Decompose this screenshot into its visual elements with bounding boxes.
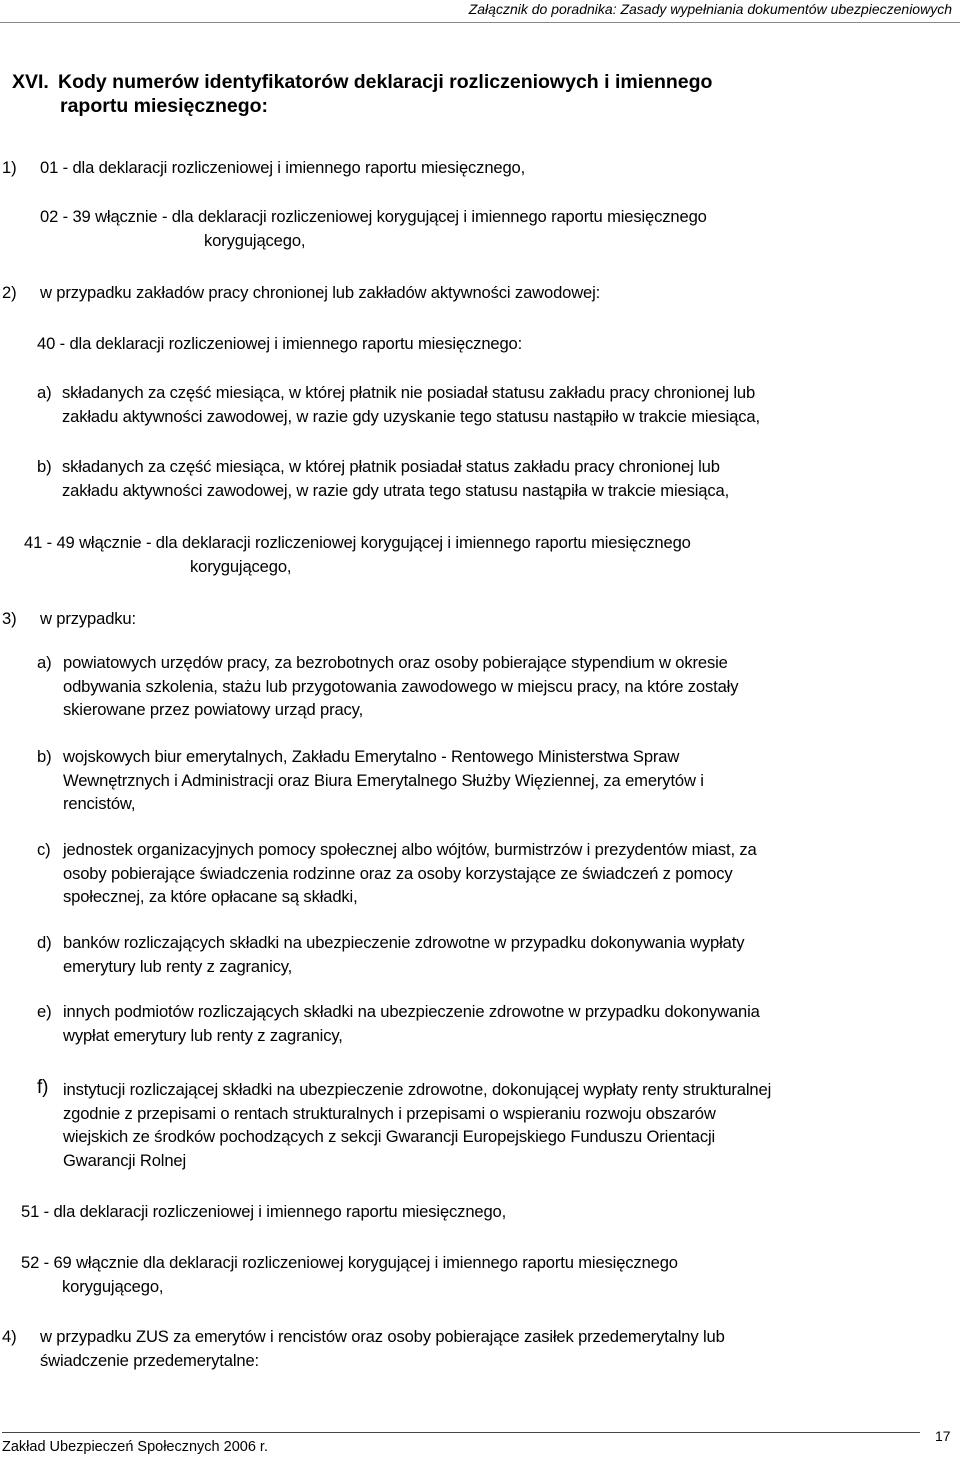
item-3f-marker: f) xyxy=(37,1077,49,1098)
code-40-a-marker: a) xyxy=(37,383,52,402)
code-02-39-line2: korygującego, xyxy=(204,231,306,250)
item-3b xyxy=(63,745,704,816)
code-41-49-line1: 41 - 49 włącznie - dla deklaracji rozliczeniowej korygującej i imiennego raportu miesięcznego xyxy=(24,533,691,552)
footer-text: Zakład Ubezpieczeń Społecznych 2006 r. xyxy=(2,1439,268,1455)
section-number: XVI. xyxy=(12,71,49,93)
item-3a-line1: powiatowych urzędów pracy, za bezrobotnych oraz osoby pobierające stypendium w okresie xyxy=(63,653,728,672)
item-3f xyxy=(63,1078,771,1172)
code-40: 40 - dla deklaracji rozliczeniowej i imiennego raportu miesięcznego: xyxy=(37,334,523,353)
code-02-39-line1: 02 - 39 włącznie - dla deklaracji rozliczeniowej korygującej i imiennego raportu miesięcznego xyxy=(40,207,707,226)
item-3d-line1: banków rozliczających składki na ubezpieczenie zdrowotne w przypadku dokonywania wypłaty xyxy=(63,933,745,952)
item-3f-line3: wiejskich ze środków pochodzących z sekcji Gwarancji Europejskiego Funduszu Orientacji xyxy=(63,1127,716,1146)
item-2-text: w przypadku zakładów pracy chronionej lub zakładów aktywności zawodowej: xyxy=(40,283,601,302)
item-3f-line1: instytucji rozliczającej składki na ubezpieczenie zdrowotne, dokonującej wypłaty renty strukturalnej xyxy=(63,1080,772,1099)
item-3f-line4: Gwarancji Rolnej xyxy=(63,1150,187,1170)
code-40-a xyxy=(62,381,760,428)
item-3b-marker: b) xyxy=(37,747,52,766)
item-3-marker: 3) xyxy=(2,609,17,628)
item-3c-line3: społecznej, za które opłacane są składki, xyxy=(63,887,358,906)
item-3e xyxy=(63,1000,760,1047)
section-title-line1: Kody numerów identyfikatorów deklaracji rozliczeniowych i imiennego xyxy=(58,71,713,93)
item-3a-marker: a) xyxy=(37,653,52,672)
item-3d-line2: emerytury lub renty z zagranicy, xyxy=(63,956,293,976)
item-3a-line2: odbywania szkolenia, stażu lub przygotowania zawodowego w miejscu pracy, na które zostały xyxy=(63,676,739,696)
code-51: 51 - dla deklaracji rozliczeniowej i imiennego raportu miesięcznego, xyxy=(21,1202,507,1221)
item-3c xyxy=(63,838,757,909)
item-1-text: 01 - dla deklaracji rozliczeniowej i imiennego raportu miesięcznego, xyxy=(40,158,526,177)
code-52-69-line1: 52 - 69 włącznie dla deklaracji rozliczeniowej korygującej i imiennego raportu miesięcznego xyxy=(21,1253,678,1272)
item-3-text: w przypadku: xyxy=(40,609,136,628)
item-3b-line2: Wewnętrznych i Administracji oraz Biura Emerytalnego Służby Więziennej, za emerytów i xyxy=(63,770,704,790)
code-40-a-line1: składanych za część miesiąca, w której płatnik nie posiadał statusu zakładu pracy chronionej lub xyxy=(62,383,756,402)
page-header: Załącznik do poradnika: Zasady wypełniania dokumentów ubezpieczeniowych xyxy=(468,1,952,17)
item-3f-line2: zgodnie z przepisami o rentach strukturalnych i przepisami o wspieraniu rozwoju obszarów xyxy=(63,1103,716,1123)
item-1-marker: 1) xyxy=(2,158,17,177)
item-3a-line3: skierowane przez powiatowy urząd pracy, xyxy=(63,700,364,719)
item-3d xyxy=(63,931,744,978)
item-4-line1: w przypadku ZUS za emerytów i rencistów oraz osoby pobierające zasiłek przedemerytalny lub xyxy=(40,1327,725,1346)
header-divider xyxy=(0,22,960,23)
item-3e-line1: innych podmiotów rozliczających składki na ubezpieczenie zdrowotne w przypadku dokonywania xyxy=(63,1002,760,1021)
item-1 xyxy=(2,156,16,180)
item-4-marker: 4) xyxy=(2,1327,17,1346)
code-40-b-line1: składanych za część miesiąca, w której płatnik posiadał status zakładu pracy chronionej lub xyxy=(62,457,720,476)
section-title-line2: raportu miesięcznego: xyxy=(60,95,269,117)
code-40-a-line2: zakładu aktywności zawodowej, w razie gdy uzyskanie tego statusu nastąpiło w trakcie miesiąca, xyxy=(62,406,760,426)
section-title xyxy=(12,70,712,118)
code-40-b-marker: b) xyxy=(37,457,52,476)
footer-divider xyxy=(2,1432,920,1433)
code-40-b-line2: zakładu aktywności zawodowej, w razie gdy utrata tego statusu nastąpiła w trakcie miesiąca, xyxy=(62,480,730,500)
item-3c-marker: c) xyxy=(37,840,51,859)
item-4 xyxy=(40,1325,725,1372)
item-2-marker: 2) xyxy=(2,283,17,302)
item-4-line2: świadczenie przedemerytalne: xyxy=(40,1350,260,1370)
page-number: 17 xyxy=(935,1428,951,1444)
code-40-b xyxy=(62,455,729,502)
code-02-39 xyxy=(40,205,707,229)
item-3b-line1: wojskowych biur emerytalnych, Zakładu Emerytalno - Rentowego Ministerstwa Spraw xyxy=(63,747,680,766)
item-3e-marker: e) xyxy=(37,1002,52,1021)
item-3b-line3: rencistów, xyxy=(63,794,136,813)
item-3c-line1: jednostek organizacyjnych pomocy społecznej albo wójtów, burmistrzów i prezydentów miast, za xyxy=(63,840,757,859)
code-41-49-line2: korygującego, xyxy=(190,557,292,576)
item-3e-line2: wypłat emerytury lub renty z zagranicy, xyxy=(63,1025,343,1045)
item-3c-line2: osoby pobierające świadczenia rodzinne oraz za osoby korzystające ze świadczeń z pomocy xyxy=(63,863,733,883)
code-52-69-line2: korygującego, xyxy=(62,1277,164,1296)
item-3a xyxy=(63,651,738,722)
item-3d-marker: d) xyxy=(37,933,52,952)
